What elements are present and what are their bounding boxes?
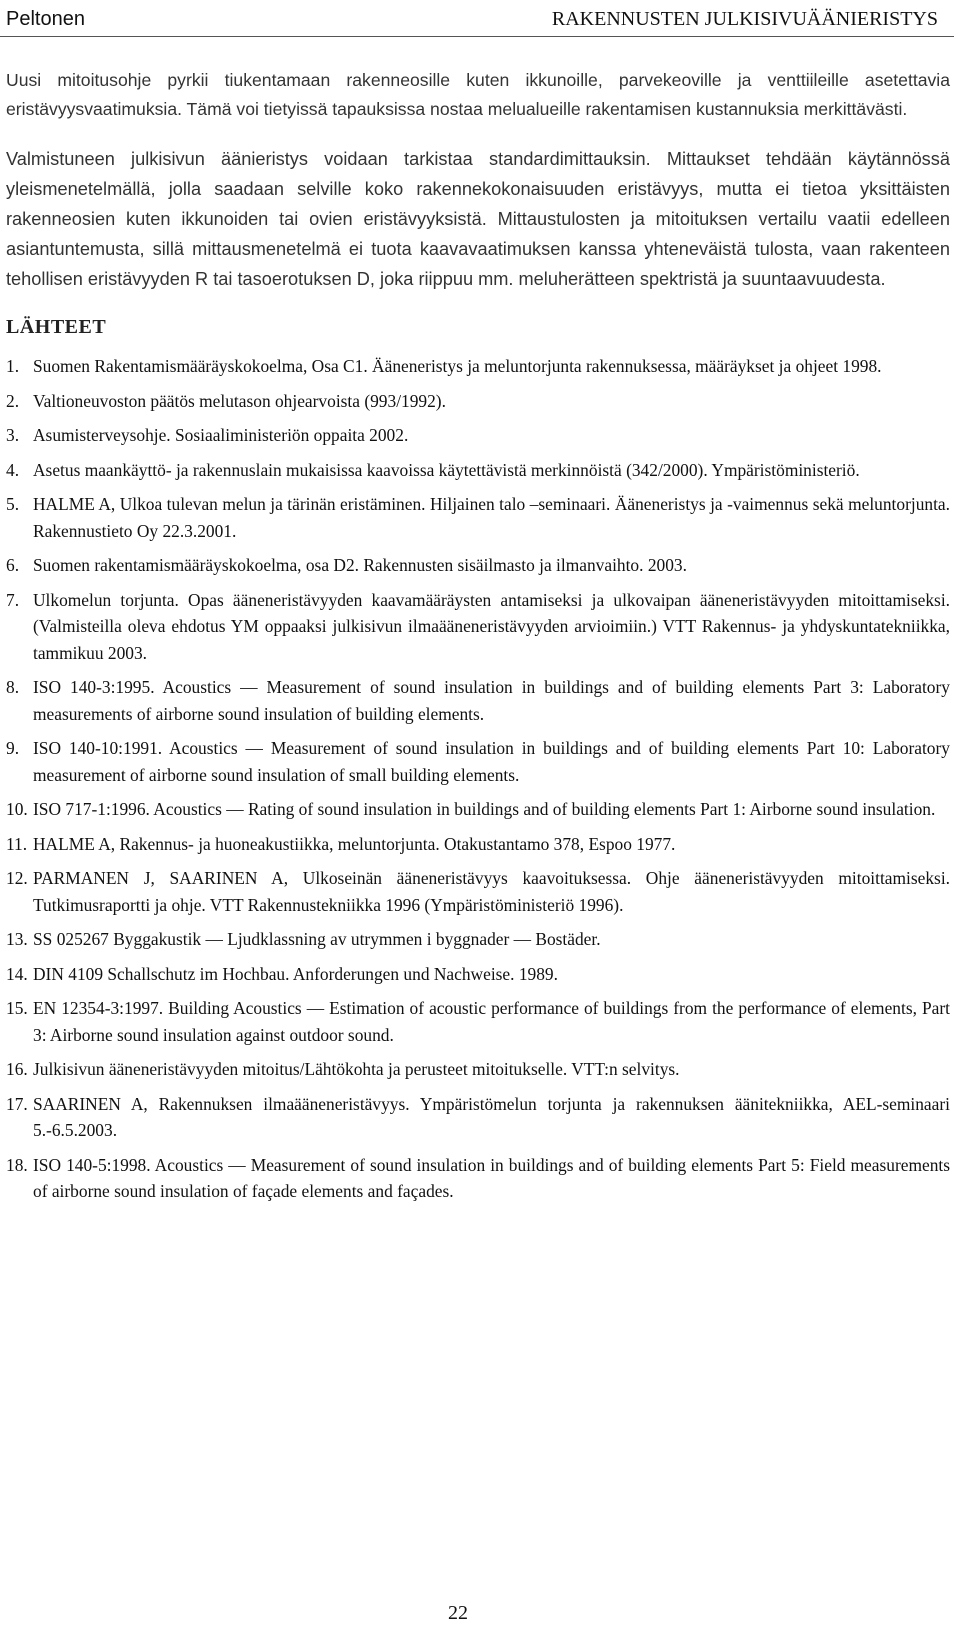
reference-text: Ulkomelun torjunta. Opas ääneneristävyyden kaavamääräysten antamiseksi ja ulkovaipan ääneneristävyyden mitoittamiseksi. (Valmisteilla oleva ehdotus YM oppaaksi julkisivun ilmaääneneristävyyden arvioimiin.) VTT Rakennus- ja yhdyskuntatekniikka, tammikuu 2003. — [33, 589, 950, 663]
reference-number: 17. — [6, 1093, 28, 1114]
reference-number: 10. — [6, 799, 28, 819]
references-list — [6, 353, 950, 1205]
reference-item — [6, 552, 950, 579]
reference-item — [6, 491, 950, 544]
reference-text: ISO 140-5:1998. Acoustics — Measurement of sound insulation in buildings and of building elements Part 5: Field measurements of airborne sound insulation of façade elements and façades. — [33, 1154, 950, 1201]
reference-text: ISO 717-1:1996. Acoustics — Rating of sound insulation in buildings and of building elements Part 1: Airborne sound insulation. — [33, 799, 936, 819]
reference-number: 4. — [6, 459, 20, 480]
reference-item — [6, 587, 950, 667]
reference-item — [6, 831, 950, 858]
reference-number: 9. — [6, 738, 20, 758]
reference-item — [6, 926, 950, 953]
body-paragraph-2: Valmistuneen julkisivun äänieristys voidaan tarkistaa standardimittauksin. Mittaukset tehdään käytännössä yleismenetelmällä, jolla saadaan selville koko rakennekokonaisuuden eristävyys, mutta ei tietoa yksittäisten rakenneosien kuten ikkunoiden tai ovien eristävyyksistä. Mittaustulosten ja mitoituksen vertailu vaatii edelleen asiantuntemusta, sillä mittausmenetelmä ei tuota kaavavaatimuksen kanssa yhteneväistä tulosta, vaan rakenteen tehollisen eristävyyden R tai tasoerotuksen D, joka riippuu mm. meluherätteen spektristä ja suuntaavuudesta. — [6, 149, 950, 289]
reference-number: 11. — [6, 833, 28, 854]
reference-item — [6, 995, 950, 1048]
reference-number: 5. — [6, 494, 20, 514]
reference-item — [6, 388, 950, 415]
header-title: RAKENNUSTEN JULKISIVUÄÄNIERISTYS — [551, 8, 938, 30]
reference-number: 12. — [6, 868, 28, 888]
page-content — [6, 66, 950, 1213]
reference-text: Julkisivun ääneneristävyyden mitoitus/Lähtökohta ja perusteet mitoitukselle. VTT:n selvitys. — [33, 1059, 680, 1079]
body-paragraph-1: Uusi mitoitusohje pyrkii tiukentamaan rakenneosille kuten ikkunoille, parvekeoville ja venttiileille asetettavia eristävyysvaatimuksia. Tämä voi tietyissä tapauksissa nostaa melualueille rakentamisen kustannuksia merkittävästi. — [6, 70, 950, 119]
reference-text: ISO 140-10:1991. Acoustics — Measurement of sound insulation in buildings and of building elements Part 10: Laboratory measurement of airborne sound insulation of small building elements. — [33, 738, 950, 785]
references-heading: LÄHTEET — [6, 316, 107, 338]
reference-item — [6, 353, 950, 380]
reference-text: HALME A, Ulkoa tulevan melun ja tärinän eristäminen. Hiljainen talo –seminaari. Ääneneristys ja -vaimennus sekä meluntorjunta. Rakennustieto Oy 22.3.2001. — [33, 494, 950, 541]
reference-item — [6, 1091, 950, 1144]
reference-item — [6, 796, 950, 823]
reference-item — [6, 961, 950, 988]
reference-text: PARMANEN J, SAARINEN A, Ulkoseinän ääneneristävyys kaavoituksessa. Ohje ääneneristävyyden mitoittamiseksi. Tutkimusraportti ja ohje. VTT Rakennustekniikka 1996 (Ympäristöministeriö 1996). — [33, 868, 950, 915]
reference-item — [6, 865, 950, 918]
running-header — [0, 4, 954, 37]
reference-number: 2. — [6, 390, 20, 411]
reference-item — [6, 735, 950, 788]
reference-item — [6, 1056, 950, 1083]
reference-number: 18. — [6, 1154, 28, 1175]
reference-number: 13. — [6, 929, 28, 949]
reference-number: 8. — [6, 677, 20, 697]
reference-number: 6. — [6, 555, 20, 575]
reference-number: 7. — [6, 589, 20, 610]
page-number: 22 — [448, 1602, 468, 1624]
reference-item — [6, 422, 950, 449]
reference-number: 14. — [6, 963, 28, 984]
reference-item — [6, 674, 950, 727]
reference-text: Suomen rakentamismääräyskokoelma, osa D2. Rakennusten sisäilmasto ja ilmanvaihto. 2003. — [33, 555, 687, 575]
reference-text: Asumisterveysohje. Sosiaaliministeriön oppaita 2002. — [33, 425, 409, 445]
header-author: Peltonen — [6, 8, 85, 30]
reference-number: 1. — [6, 356, 20, 376]
reference-text: Valtioneuvoston päätös melutason ohjearvoista (993/1992). — [33, 390, 446, 411]
reference-text: EN 12354-3:1997. Building Acoustics — Estimation of acoustic performance of buildings from the performance of elements, Part 3: Airborne sound insulation against outdoor sound. — [33, 998, 950, 1045]
reference-number: 16. — [6, 1059, 28, 1079]
reference-text: SAARINEN A, Rakennuksen ilmaääneneristävyys. Ympäristömelun torjunta ja rakennuksen äänitekniikka, AEL-seminaari 5.-6.5.2003. — [33, 1093, 950, 1140]
reference-number: 15. — [6, 998, 28, 1018]
reference-text: HALME A, Rakennus- ja huoneakustiikka, meluntorjunta. Otakustantamo 378, Espoo 1977. — [33, 833, 676, 854]
reference-item — [6, 457, 950, 484]
reference-text: DIN 4109 Schallschutz im Hochbau. Anforderungen und Nachweise. 1989. — [33, 963, 558, 984]
reference-text: SS 025267 Byggakustik — Ljudklassning av utrymmen i byggnader — Bostäder. — [33, 929, 601, 949]
reference-number: 3. — [6, 425, 20, 445]
reference-text: ISO 140-3:1995. Acoustics — Measurement of sound insulation in buildings and of building elements Part 3: Laboratory measurements of airborne sound insulation of building elements. — [33, 677, 950, 724]
reference-text: Asetus maankäyttö- ja rakennuslain mukaisissa kaavoissa käytettävistä merkinnöistä (342/2000). Ympäristöministeriö. — [33, 459, 860, 480]
reference-item — [6, 1152, 950, 1205]
reference-text: Suomen Rakentamismääräyskokoelma, Osa C1. Ääneneristys ja meluntorjunta rakennuksessa, määräykset ja ohjeet 1998. — [33, 356, 882, 376]
